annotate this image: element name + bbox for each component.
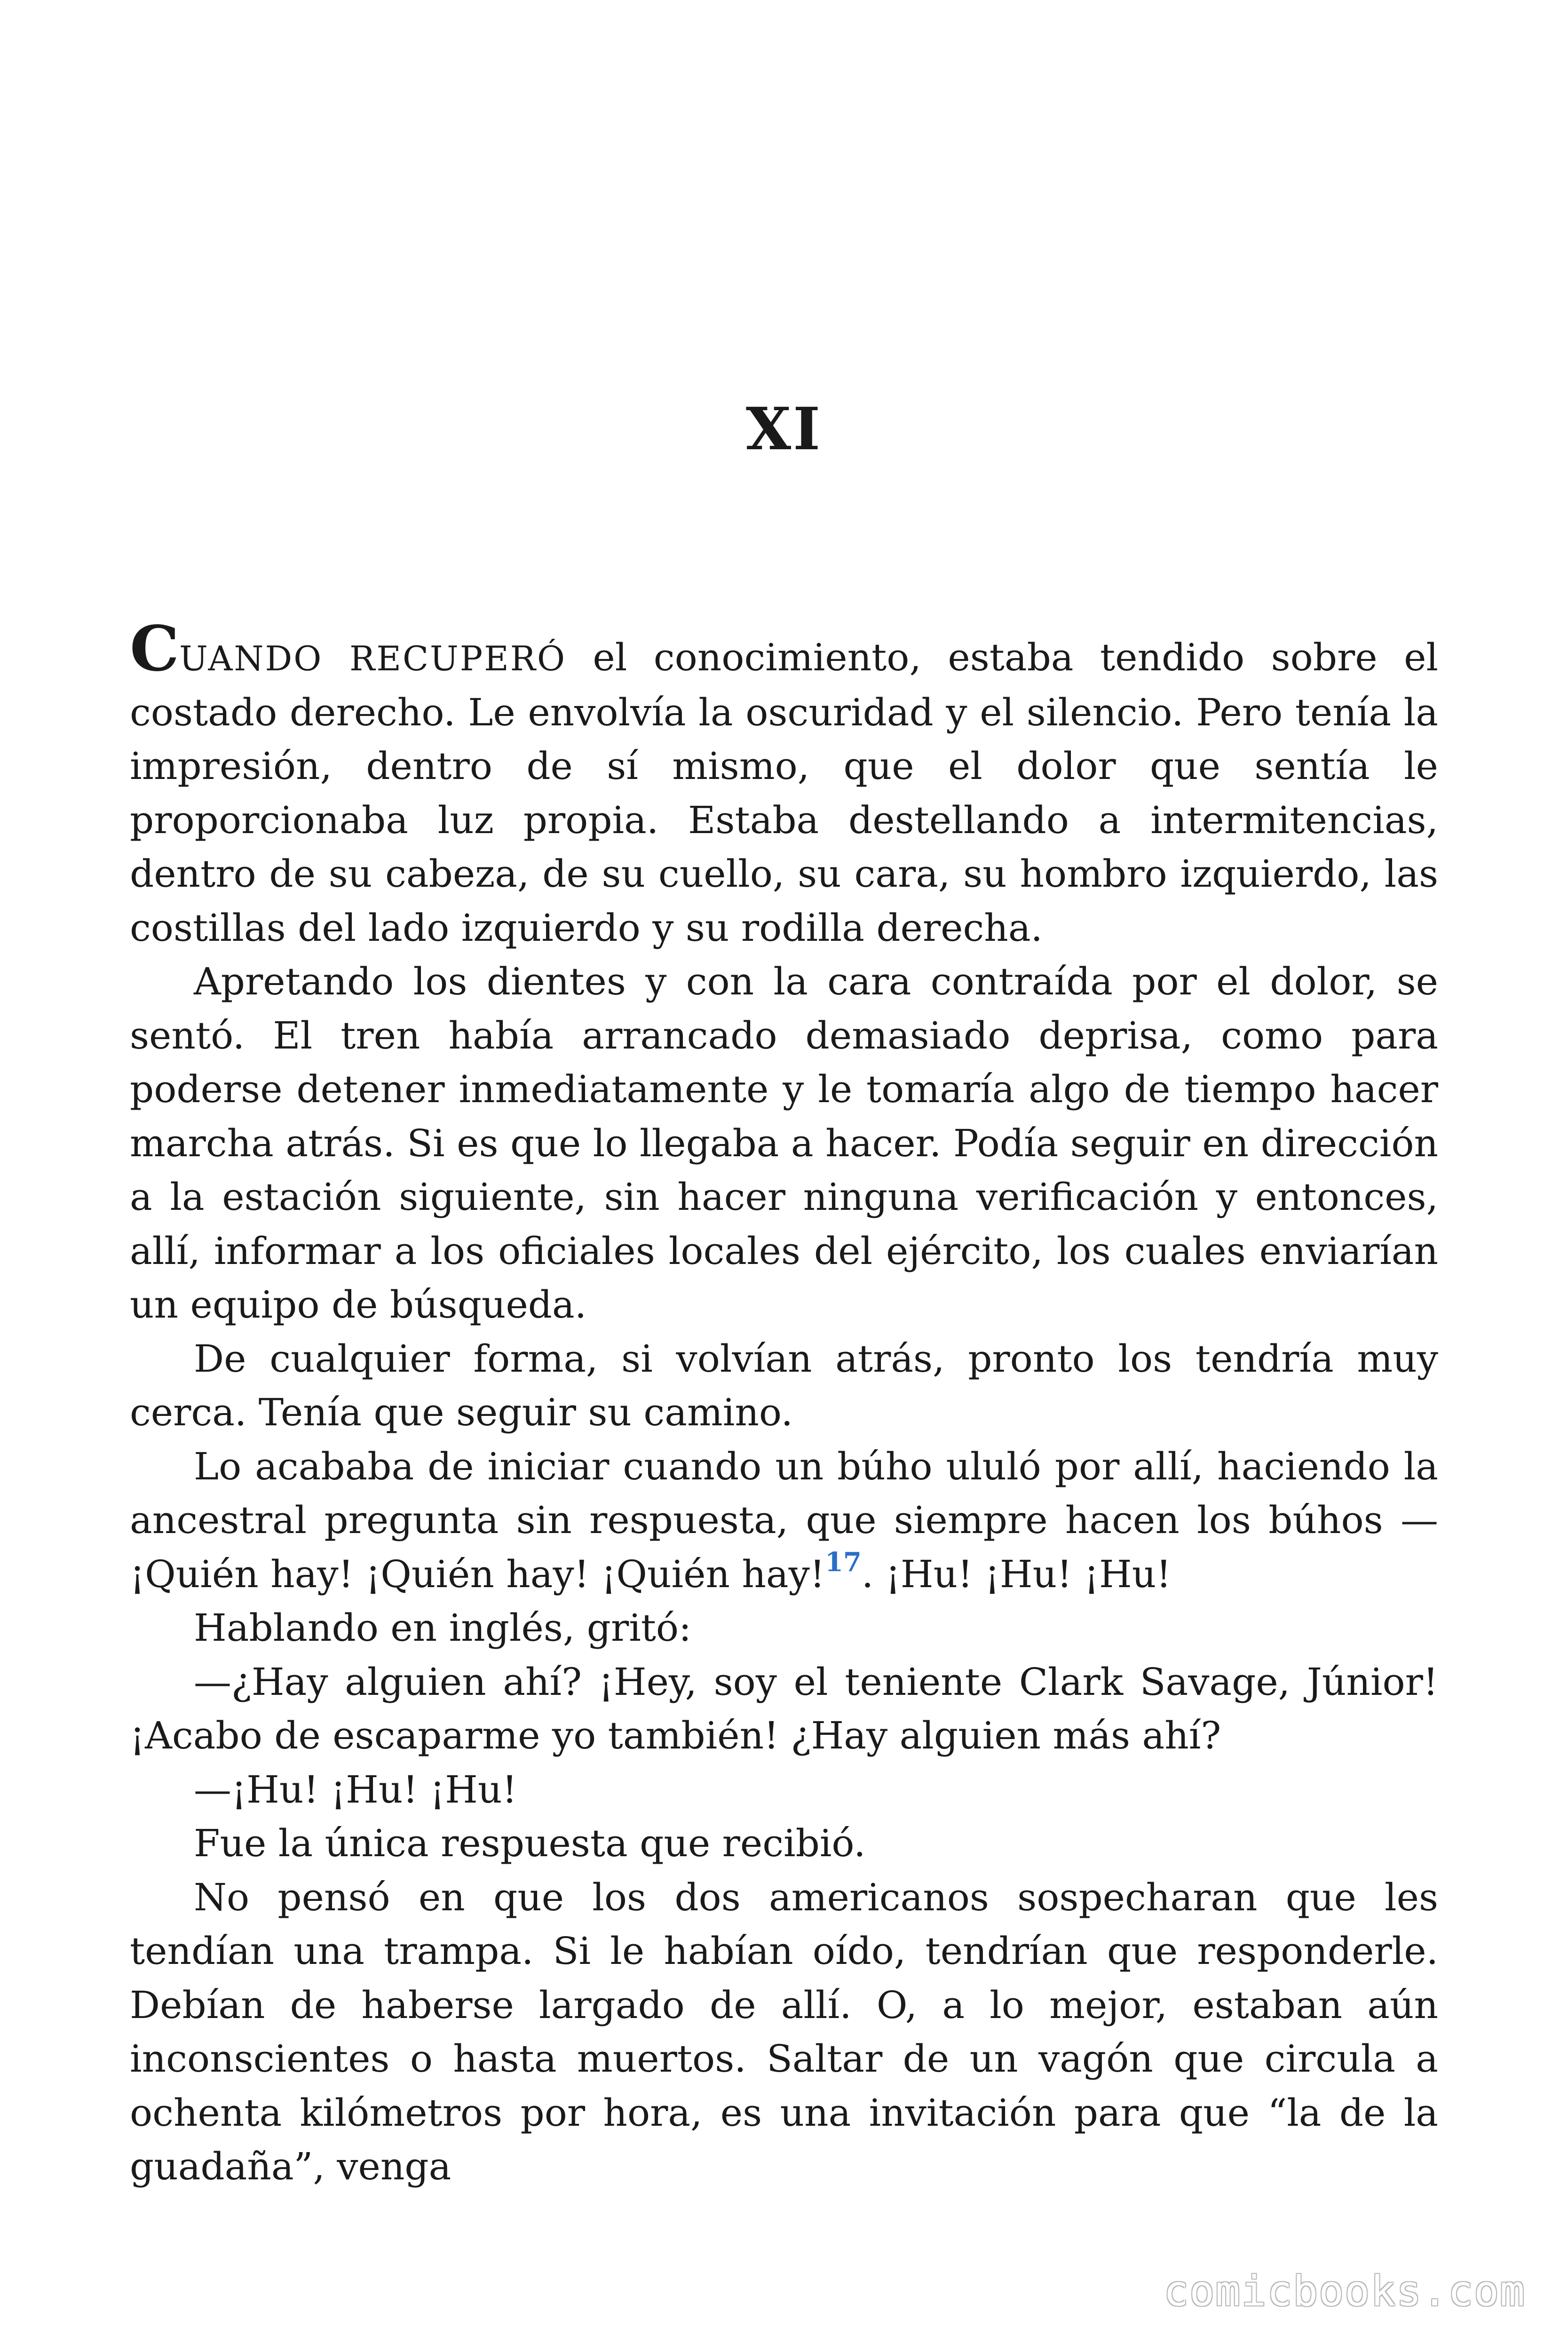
paragraph-6: —¿Hay alguien ahí? ¡Hey, soy el teniente Clark Savage, Júnior! ¡Acabo de escaparme yo también! ¿Hay alguien más ahí? <box>130 1660 1438 1757</box>
chapter-text <box>130 612 1438 2194</box>
paragraph-9: No pensó en que los dos americanos sospecharan que les tendían una trampa. Si le habían oído, tendrían que responderle. Debían de haberse largado de allí. O, a lo mejor, estaban aún inconscientes o hasta muertos. Saltar de un vagón que circula a ochenta kilómetros por hora, es una invitación para que “la de la guadaña”, venga <box>130 1875 1438 2188</box>
paragraph-4-text-after: . ¡Hu! ¡Hu! ¡Hu! <box>861 1552 1172 1596</box>
paragraph-2: Apretando los dientes y con la cara contraída por el dolor, se sentó. El tren había arrancado demasiado deprisa, como para poderse detener inmediatamente y le tomaría algo de tiempo hacer marcha atrás. Si es que lo llegaba a hacer. Podía seguir en dirección a la estación siguiente, sin hacer ninguna verificación y entonces, allí, informar a los oficiales locales del ejército, los cuales enviarían un equipo de búsqueda. <box>130 960 1438 1327</box>
opening-smallcaps: UANDO RECUPERÓ <box>179 639 566 678</box>
drop-cap: C <box>130 612 180 685</box>
paragraph-8: Fue la única respuesta que recibió. <box>194 1821 866 1865</box>
watermark: comicbooks.com <box>1164 2267 1526 2315</box>
paragraph-1 <box>130 612 1438 955</box>
chapter-title: XI <box>745 395 823 463</box>
paragraph-4 <box>130 1440 1438 1602</box>
footnote-link[interactable]: 17 <box>824 1546 862 1578</box>
paragraph-7: —¡Hu! ¡Hu! ¡Hu! <box>194 1767 517 1812</box>
paragraph-1-text: el conocimiento, estaba tendido sobre el costado derecho. Le envolvía la oscuridad y el silencio. Pero tenía la impresión, dentro de sí mismo, que el dolor que sentía le proporcionaba luz propia. Estaba destellando a intermitencias, dentro de su cabeza, de su cuello, su cara, su hombro izquierdo, las costillas del lado izquierdo y su rodilla derecha. <box>130 636 1438 950</box>
paragraph-5: Hablando en inglés, gritó: <box>194 1606 692 1650</box>
paragraph-3: De cualquier forma, si volvían atrás, pronto los tendría muy cerca. Tenía que seguir su camino. <box>130 1336 1438 1434</box>
paragraph-4-text-before: Lo acababa de iniciar cuando un búho ululó por allí, haciendo la ancestral pregunta sin respuesta, que siempre hacen los búhos — ¡Quién hay! ¡Quién hay! ¡Quién hay! <box>130 1444 1438 1596</box>
